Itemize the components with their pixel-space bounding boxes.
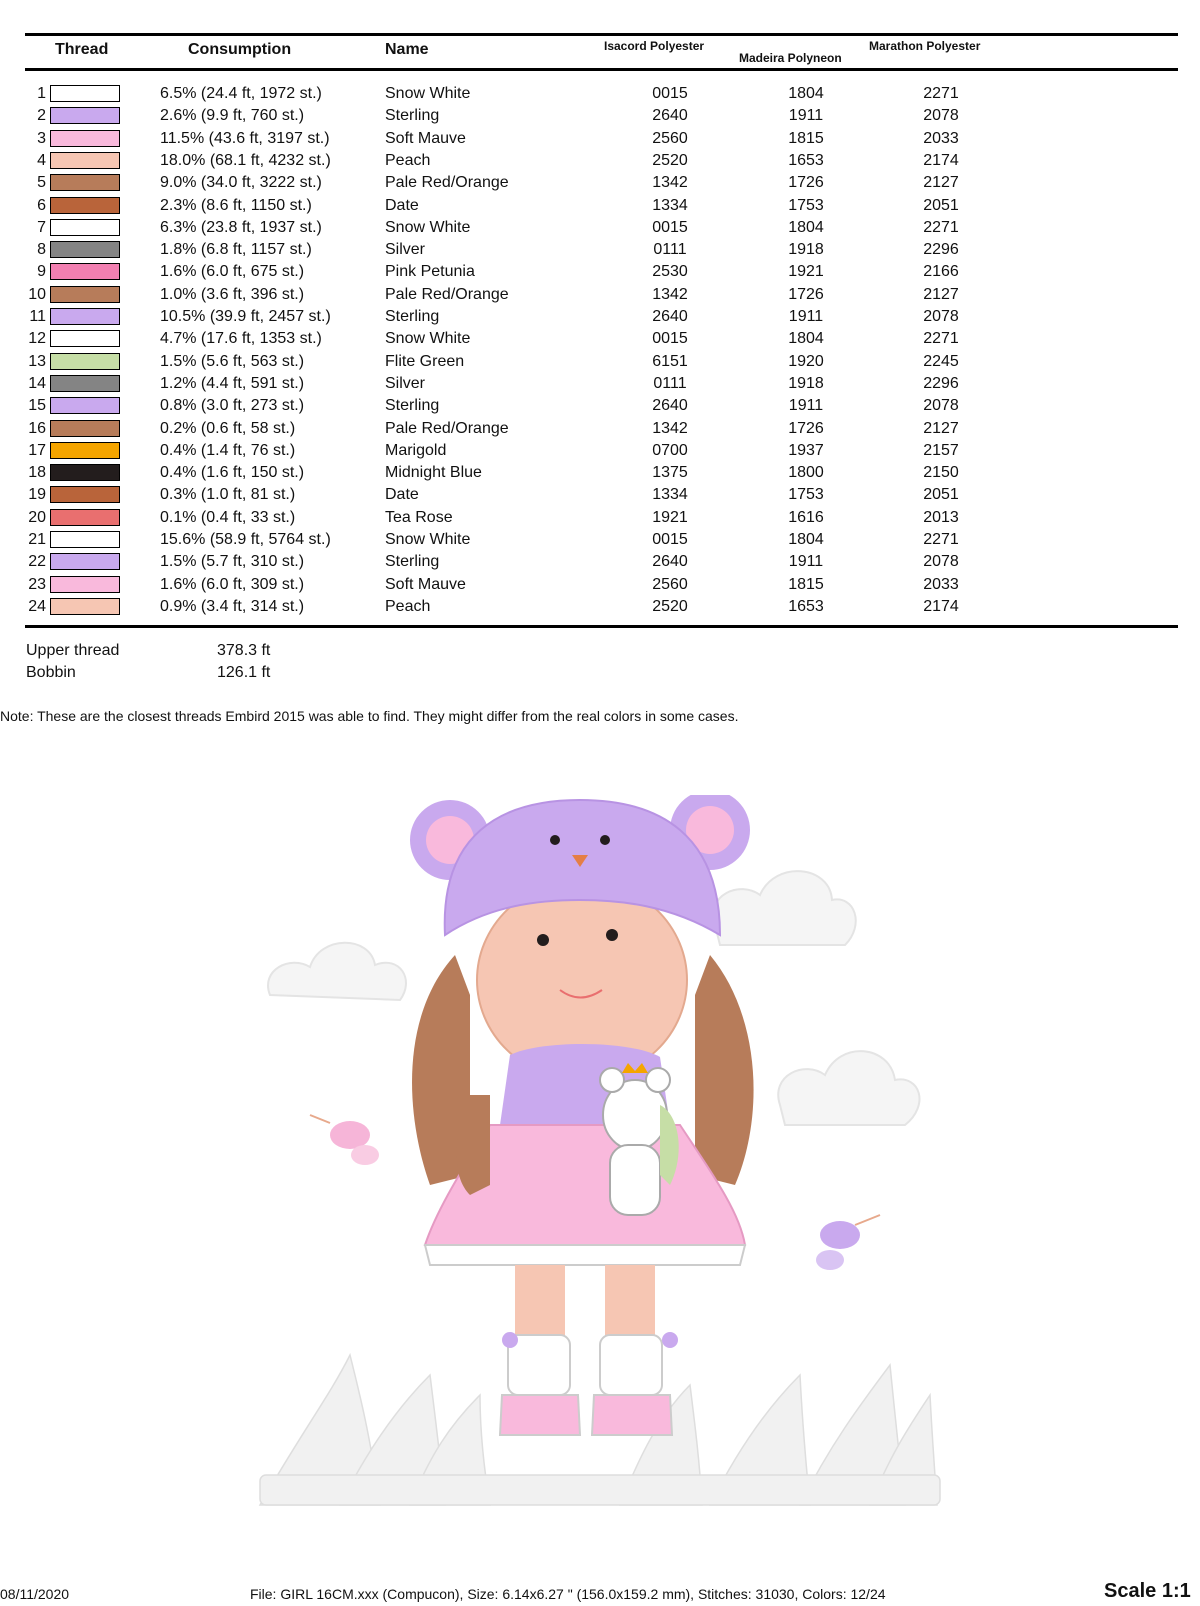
table-row — [0, 395, 1200, 417]
table-row — [0, 172, 1200, 194]
marathon-code: 2013 — [923, 509, 959, 526]
table-row — [0, 239, 1200, 261]
marathon-code: 2127 — [923, 174, 959, 191]
color-swatch — [50, 308, 120, 325]
isacord-code: 2560 — [652, 130, 688, 147]
madeira-code: 1918 — [788, 375, 824, 392]
thread-number: 16 — [28, 420, 46, 437]
isacord-code: 0700 — [652, 442, 688, 459]
table-row — [0, 418, 1200, 440]
isacord-code: 2560 — [652, 576, 688, 593]
thread-number: 2 — [37, 107, 46, 124]
color-swatch — [50, 130, 120, 147]
bottom-rule — [25, 625, 1178, 628]
madeira-code: 1800 — [788, 464, 824, 481]
thread-consumption: 1.5% (5.6 ft, 563 st.) — [160, 353, 305, 370]
marathon-code: 2051 — [923, 197, 959, 214]
thread-name: Date — [385, 197, 419, 214]
thread-name: Peach — [385, 152, 431, 169]
color-swatch — [50, 464, 120, 481]
isacord-code: 0015 — [652, 531, 688, 548]
color-swatch — [50, 553, 120, 570]
table-row — [0, 373, 1200, 395]
table-row — [0, 596, 1200, 618]
madeira-code: 1726 — [788, 174, 824, 191]
thread-consumption: 0.9% (3.4 ft, 314 st.) — [160, 598, 305, 615]
table-row — [0, 440, 1200, 462]
marathon-code: 2296 — [923, 241, 959, 258]
thread-consumption: 1.6% (6.0 ft, 309 st.) — [160, 576, 305, 593]
thread-name: Soft Mauve — [385, 576, 466, 593]
table-row — [0, 328, 1200, 350]
thread-number: 21 — [28, 531, 46, 548]
color-swatch — [50, 286, 120, 303]
isacord-code: 0111 — [653, 241, 687, 258]
madeira-code: 1753 — [788, 486, 824, 503]
isacord-code: 0015 — [652, 330, 688, 347]
marathon-code: 2157 — [923, 442, 959, 459]
color-swatch — [50, 263, 120, 280]
madeira-code: 1815 — [788, 130, 824, 147]
isacord-code: 0015 — [652, 219, 688, 236]
isacord-code: 2640 — [652, 397, 688, 414]
madeira-code: 1920 — [788, 353, 824, 370]
thread-consumption: 15.6% (58.9 ft, 5764 st.) — [160, 531, 331, 548]
isacord-code: 2520 — [652, 598, 688, 615]
note-text: Note: These are the closest threads Embird 2015 was able to find. They might differ from the real colors in some cases. — [0, 708, 739, 724]
madeira-code: 1918 — [788, 241, 824, 258]
table-row — [0, 284, 1200, 306]
thread-number: 14 — [28, 375, 46, 392]
thread-number: 1 — [37, 85, 46, 102]
thread-name: Pink Petunia — [385, 263, 475, 280]
footer-date: 08/11/2020 — [0, 1586, 70, 1602]
marathon-code: 2166 — [923, 263, 959, 280]
thread-consumption: 0.2% (0.6 ft, 58 st.) — [160, 420, 296, 437]
thread-consumption: 6.3% (23.8 ft, 1937 st.) — [160, 219, 322, 236]
color-swatch — [50, 442, 120, 459]
thread-name: Pale Red/Orange — [385, 286, 509, 303]
color-swatch — [50, 420, 120, 437]
color-swatch — [50, 397, 120, 414]
thread-number: 3 — [37, 130, 46, 147]
thread-number: 9 — [37, 263, 46, 280]
table-row — [0, 551, 1200, 573]
color-swatch — [50, 152, 120, 169]
bobbin-label: Bobbin — [26, 664, 76, 681]
marathon-code: 2078 — [923, 553, 959, 570]
madeira-code: 1804 — [788, 219, 824, 236]
madeira-code: 1921 — [788, 263, 824, 280]
header-name: Name — [385, 41, 429, 58]
thread-name: Marigold — [385, 442, 447, 459]
marathon-code: 2127 — [923, 286, 959, 303]
table-row — [0, 507, 1200, 529]
thread-number: 17 — [28, 442, 46, 459]
thread-number: 7 — [37, 219, 46, 236]
marathon-code: 2296 — [923, 375, 959, 392]
madeira-code: 1804 — [788, 85, 824, 102]
thread-name: Date — [385, 486, 419, 503]
color-swatch — [50, 509, 120, 526]
table-row — [0, 195, 1200, 217]
madeira-code: 1911 — [788, 553, 824, 570]
marathon-code: 2078 — [923, 107, 959, 124]
marathon-code: 2078 — [923, 397, 959, 414]
table-row — [0, 83, 1200, 105]
marathon-code: 2174 — [923, 598, 959, 615]
color-swatch — [50, 330, 120, 347]
madeira-code: 1653 — [788, 598, 824, 615]
thread-name: Flite Green — [385, 353, 465, 370]
thread-name: Soft Mauve — [385, 130, 466, 147]
isacord-code: 2640 — [652, 553, 688, 570]
header-isacord: Isacord Polyester — [604, 39, 705, 53]
thread-name: Sterling — [385, 107, 440, 124]
isacord-code: 2520 — [652, 152, 688, 169]
thread-name: Snow White — [385, 85, 471, 102]
marathon-code: 2271 — [923, 219, 959, 236]
madeira-code: 1804 — [788, 531, 824, 548]
marathon-code: 2174 — [923, 152, 959, 169]
footer-scale: Scale 1:1 — [1104, 1580, 1191, 1602]
marathon-code: 2051 — [923, 486, 959, 503]
thread-consumption: 1.6% (6.0 ft, 675 st.) — [160, 263, 305, 280]
top-rule — [25, 33, 1178, 36]
isacord-code: 1342 — [652, 174, 688, 191]
isacord-code: 0111 — [653, 375, 687, 392]
thread-number: 4 — [37, 152, 46, 169]
thread-name: Snow White — [385, 531, 471, 548]
madeira-code: 1726 — [788, 420, 824, 437]
marathon-code: 2127 — [923, 420, 959, 437]
color-swatch — [50, 85, 120, 102]
thread-consumption: 0.1% (0.4 ft, 33 st.) — [160, 509, 296, 526]
marathon-code: 2078 — [923, 308, 959, 325]
thread-name: Sterling — [385, 553, 440, 570]
table-row — [0, 128, 1200, 150]
thread-number: 12 — [28, 330, 46, 347]
marathon-code: 2271 — [923, 531, 959, 548]
thread-number: 13 — [28, 353, 46, 370]
thread-number: 22 — [28, 553, 46, 570]
madeira-code: 1753 — [788, 197, 824, 214]
table-row — [0, 150, 1200, 172]
color-swatch — [50, 197, 120, 214]
madeira-code: 1911 — [788, 308, 824, 325]
header-thread: Thread — [55, 41, 109, 58]
thread-number: 19 — [28, 486, 46, 503]
thread-name: Snow White — [385, 330, 471, 347]
thread-number: 11 — [29, 308, 46, 325]
thread-number: 15 — [28, 397, 46, 414]
thread-consumption: 1.8% (6.8 ft, 1157 st.) — [160, 241, 312, 258]
color-swatch — [50, 375, 120, 392]
color-swatch — [50, 531, 120, 548]
thread-name: Pale Red/Orange — [385, 420, 509, 437]
thread-number: 10 — [28, 286, 46, 303]
thread-name: Peach — [385, 598, 431, 615]
madeira-code: 1726 — [788, 286, 824, 303]
table-row — [0, 105, 1200, 127]
color-swatch — [50, 107, 120, 124]
color-swatch — [50, 174, 120, 191]
isacord-code: 2530 — [652, 263, 688, 280]
thread-consumption: 0.8% (3.0 ft, 273 st.) — [160, 397, 305, 414]
thread-consumption: 0.4% (1.4 ft, 76 st.) — [160, 442, 296, 459]
header-rule — [25, 68, 1178, 71]
thread-consumption: 0.4% (1.6 ft, 150 st.) — [160, 464, 305, 481]
table-row — [0, 462, 1200, 484]
color-swatch — [50, 598, 120, 615]
marathon-code: 2245 — [923, 353, 959, 370]
madeira-code: 1616 — [788, 509, 824, 526]
isacord-code: 1342 — [652, 286, 688, 303]
thread-consumption: 11.5% (43.6 ft, 3197 st.) — [160, 130, 330, 147]
upper-thread-label: Upper thread — [26, 642, 120, 659]
color-swatch — [50, 219, 120, 236]
color-swatch — [50, 486, 120, 503]
thread-consumption: 2.6% (9.9 ft, 760 st.) — [160, 107, 305, 124]
thread-name: Snow White — [385, 219, 471, 236]
thread-consumption: 0.3% (1.0 ft, 81 st.) — [160, 486, 296, 503]
marathon-code: 2271 — [923, 85, 959, 102]
madeira-code: 1937 — [788, 442, 824, 459]
table-row — [0, 484, 1200, 506]
header-madeira: Madeira Polyneon — [739, 51, 842, 65]
marathon-code: 2033 — [923, 130, 959, 147]
madeira-code: 1911 — [788, 107, 824, 124]
madeira-code: 1911 — [788, 397, 824, 414]
thread-consumption: 9.0% (34.0 ft, 3222 st.) — [160, 174, 322, 191]
thread-name: Tea Rose — [385, 509, 453, 526]
thread-name: Silver — [385, 241, 426, 258]
madeira-code: 1653 — [788, 152, 824, 169]
thread-consumption: 1.5% (5.7 ft, 310 st.) — [160, 553, 305, 570]
madeira-code: 1815 — [788, 576, 824, 593]
color-swatch — [50, 241, 120, 258]
marathon-code: 2033 — [923, 576, 959, 593]
thread-name: Silver — [385, 375, 426, 392]
thread-number: 5 — [37, 174, 46, 191]
bobbin-value: 126.1 ft — [217, 664, 271, 681]
madeira-code: 1804 — [788, 330, 824, 347]
footer-file-info: File: GIRL 16CM.xxx (Compucon), Size: 6.14x6.27 " (156.0x159.2 mm), Stitches: 31030, Colors: 12/24 — [250, 1586, 886, 1602]
isacord-code: 1921 — [652, 509, 688, 526]
isacord-code: 1375 — [652, 464, 688, 481]
thread-consumption: 1.0% (3.6 ft, 396 st.) — [160, 286, 305, 303]
isacord-code: 6151 — [652, 353, 688, 370]
isacord-code: 1334 — [652, 486, 688, 503]
isacord-code: 2640 — [652, 308, 688, 325]
thread-consumption: 2.3% (8.6 ft, 1150 st.) — [160, 197, 312, 214]
thread-number: 8 — [37, 241, 46, 258]
marathon-code: 2271 — [923, 330, 959, 347]
thread-number: 20 — [28, 509, 46, 526]
thread-name: Sterling — [385, 308, 440, 325]
thread-consumption: 18.0% (68.1 ft, 4232 st.) — [160, 152, 331, 169]
thread-number: 23 — [28, 576, 46, 593]
isacord-code: 2640 — [652, 107, 688, 124]
thread-name: Midnight Blue — [385, 464, 482, 481]
embroidery-design-image — [240, 795, 960, 1515]
table-row — [0, 217, 1200, 239]
isacord-code: 1334 — [652, 197, 688, 214]
thread-number: 24 — [28, 598, 46, 615]
thread-consumption: 10.5% (39.9 ft, 2457 st.) — [160, 308, 331, 325]
color-swatch — [50, 353, 120, 370]
table-row — [0, 261, 1200, 283]
color-swatch — [50, 576, 120, 593]
thread-consumption: 6.5% (24.4 ft, 1972 st.) — [160, 85, 322, 102]
thread-name: Sterling — [385, 397, 440, 414]
upper-thread-value: 378.3 ft — [217, 642, 271, 659]
marathon-code: 2150 — [923, 464, 959, 481]
thread-consumption: 4.7% (17.6 ft, 1353 st.) — [160, 330, 322, 347]
thread-name: Pale Red/Orange — [385, 174, 509, 191]
table-row — [0, 351, 1200, 373]
thread-number: 18 — [28, 464, 46, 481]
thread-number: 6 — [37, 197, 46, 214]
thread-consumption: 1.2% (4.4 ft, 591 st.) — [160, 375, 305, 392]
table-row — [0, 529, 1200, 551]
header-consumption: Consumption — [188, 41, 292, 58]
table-row — [0, 574, 1200, 596]
isacord-code: 0015 — [652, 85, 688, 102]
table-row — [0, 306, 1200, 328]
isacord-code: 1342 — [652, 420, 688, 437]
header-marathon: Marathon Polyester — [869, 39, 981, 53]
